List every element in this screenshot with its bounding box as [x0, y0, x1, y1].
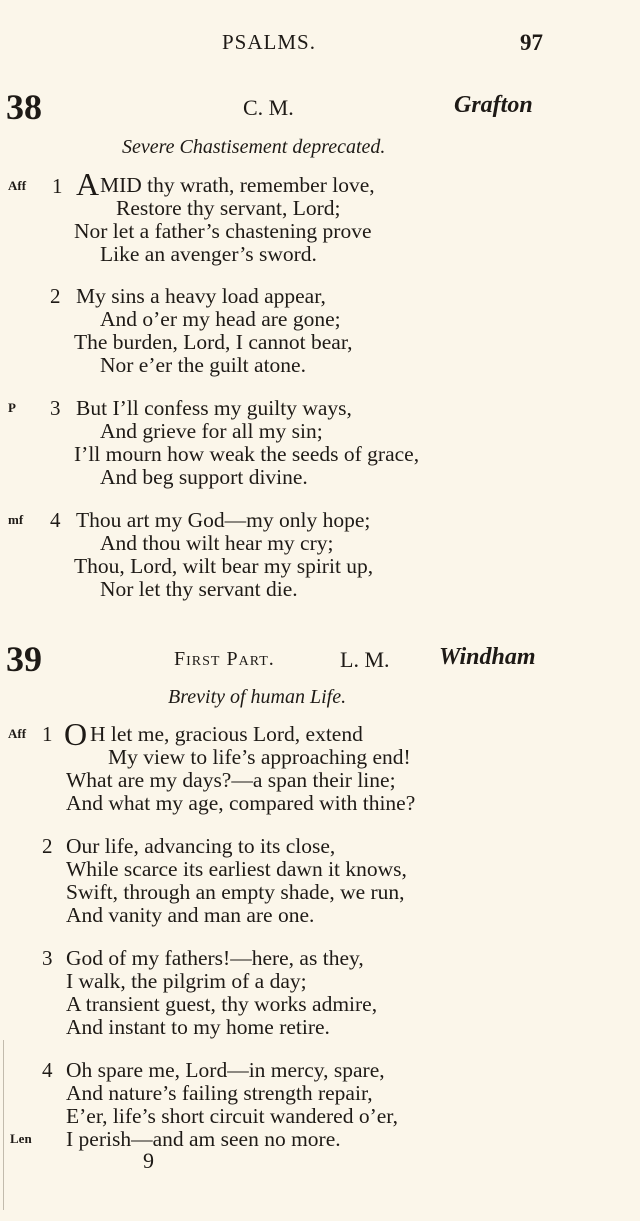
drop-cap: O	[64, 716, 88, 752]
verse-line: Nor let thy servant die.	[100, 577, 298, 601]
psalm-39-number: 39	[6, 639, 42, 679]
binding-edge	[3, 1040, 4, 1210]
verse-line: And what my age, compared with thine?	[66, 791, 416, 815]
psalm-38-subtitle: Severe Chastisement deprecated.	[122, 136, 386, 158]
page-number: 97	[520, 30, 543, 55]
verse-line: E’er, life’s short circuit wandered o’er,	[66, 1104, 398, 1128]
dynamic-mark: Aff	[8, 726, 27, 741]
psalm-39-meter: L. M.	[340, 647, 390, 672]
verse-line: Oh spare me, Lord—in mercy, spare,	[66, 1058, 385, 1082]
verse-line: MID thy wrath, remember love,	[100, 173, 375, 197]
verse-line: Restore thy servant, Lord;	[116, 196, 341, 220]
verse-line: And instant to my home retire.	[66, 1015, 330, 1039]
psalm-38-meter: C. M.	[243, 95, 294, 120]
verse-line: Nor let a father’s chastening prove	[74, 219, 372, 243]
verse-line: And thou wilt hear my cry;	[100, 531, 334, 555]
psalm-39-subtitle: Brevity of human Life.	[168, 686, 347, 708]
verse-line: Thou, Lord, wilt bear my spirit up,	[74, 554, 374, 578]
verse-number: 3	[50, 396, 61, 420]
verse-line: H let me, gracious Lord, extend	[90, 722, 363, 746]
dynamic-mark: Aff	[8, 178, 27, 193]
verse-number: 1	[42, 722, 53, 746]
verse-line: Swift, through an empty shade, we run,	[66, 880, 405, 904]
verse-number: 3	[42, 946, 53, 970]
verse-line: While scarce its earliest dawn it knows,	[66, 857, 407, 881]
running-head: PSALMS.	[222, 30, 316, 54]
verse-line: What are my days?—a span their line;	[66, 768, 396, 792]
verse-line: But I’ll confess my guilty ways,	[76, 396, 352, 420]
verse-number: 2	[50, 284, 61, 308]
verse-line: And beg support divine.	[100, 465, 308, 489]
drop-cap: A	[76, 166, 100, 202]
signature-mark: 9	[143, 1148, 154, 1173]
verse-line: I’ll mourn how weak the seeds of grace,	[74, 442, 420, 466]
verse-line: A transient guest, thy works admire,	[66, 992, 378, 1016]
psalm-38-number: 38	[6, 87, 42, 127]
verse-line: The burden, Lord, I cannot bear,	[74, 330, 353, 354]
verse-line: I walk, the pilgrim of a day;	[66, 969, 307, 993]
dynamic-mark: P	[8, 400, 16, 415]
verse-line: God of my fathers!—here, as they,	[66, 946, 364, 970]
verse-number: 1	[52, 174, 63, 198]
dynamic-mark: mf	[8, 512, 24, 527]
verse-line: And nature’s failing strength repair,	[66, 1081, 373, 1105]
verse-line: My sins a heavy load appear,	[76, 284, 326, 308]
verse-line: And vanity and man are one.	[66, 903, 315, 927]
verse-line: Thou art my God—my only hope;	[76, 508, 371, 532]
psalm-38-tune: Grafton	[454, 92, 533, 118]
verse-number: 4	[50, 508, 61, 532]
verse-line: I perish—and am seen no more.	[66, 1127, 341, 1151]
verse-line: Like an avenger’s sword.	[100, 242, 317, 266]
psalm-39-tune: Windham	[439, 644, 536, 670]
verse-number: 4	[42, 1058, 53, 1082]
verse-line: Our life, advancing to its close,	[66, 834, 336, 858]
verse-number: 2	[42, 834, 53, 858]
verse-line: My view to life’s approaching end!	[108, 745, 411, 769]
verse-line: Nor e’er the guilt atone.	[100, 353, 306, 377]
psalm-39-part: First Part.	[174, 648, 275, 670]
verse-line: And o’er my head are gone;	[100, 307, 341, 331]
dynamic-mark: Len	[10, 1131, 32, 1146]
verse-line: And grieve for all my sin;	[100, 419, 323, 443]
